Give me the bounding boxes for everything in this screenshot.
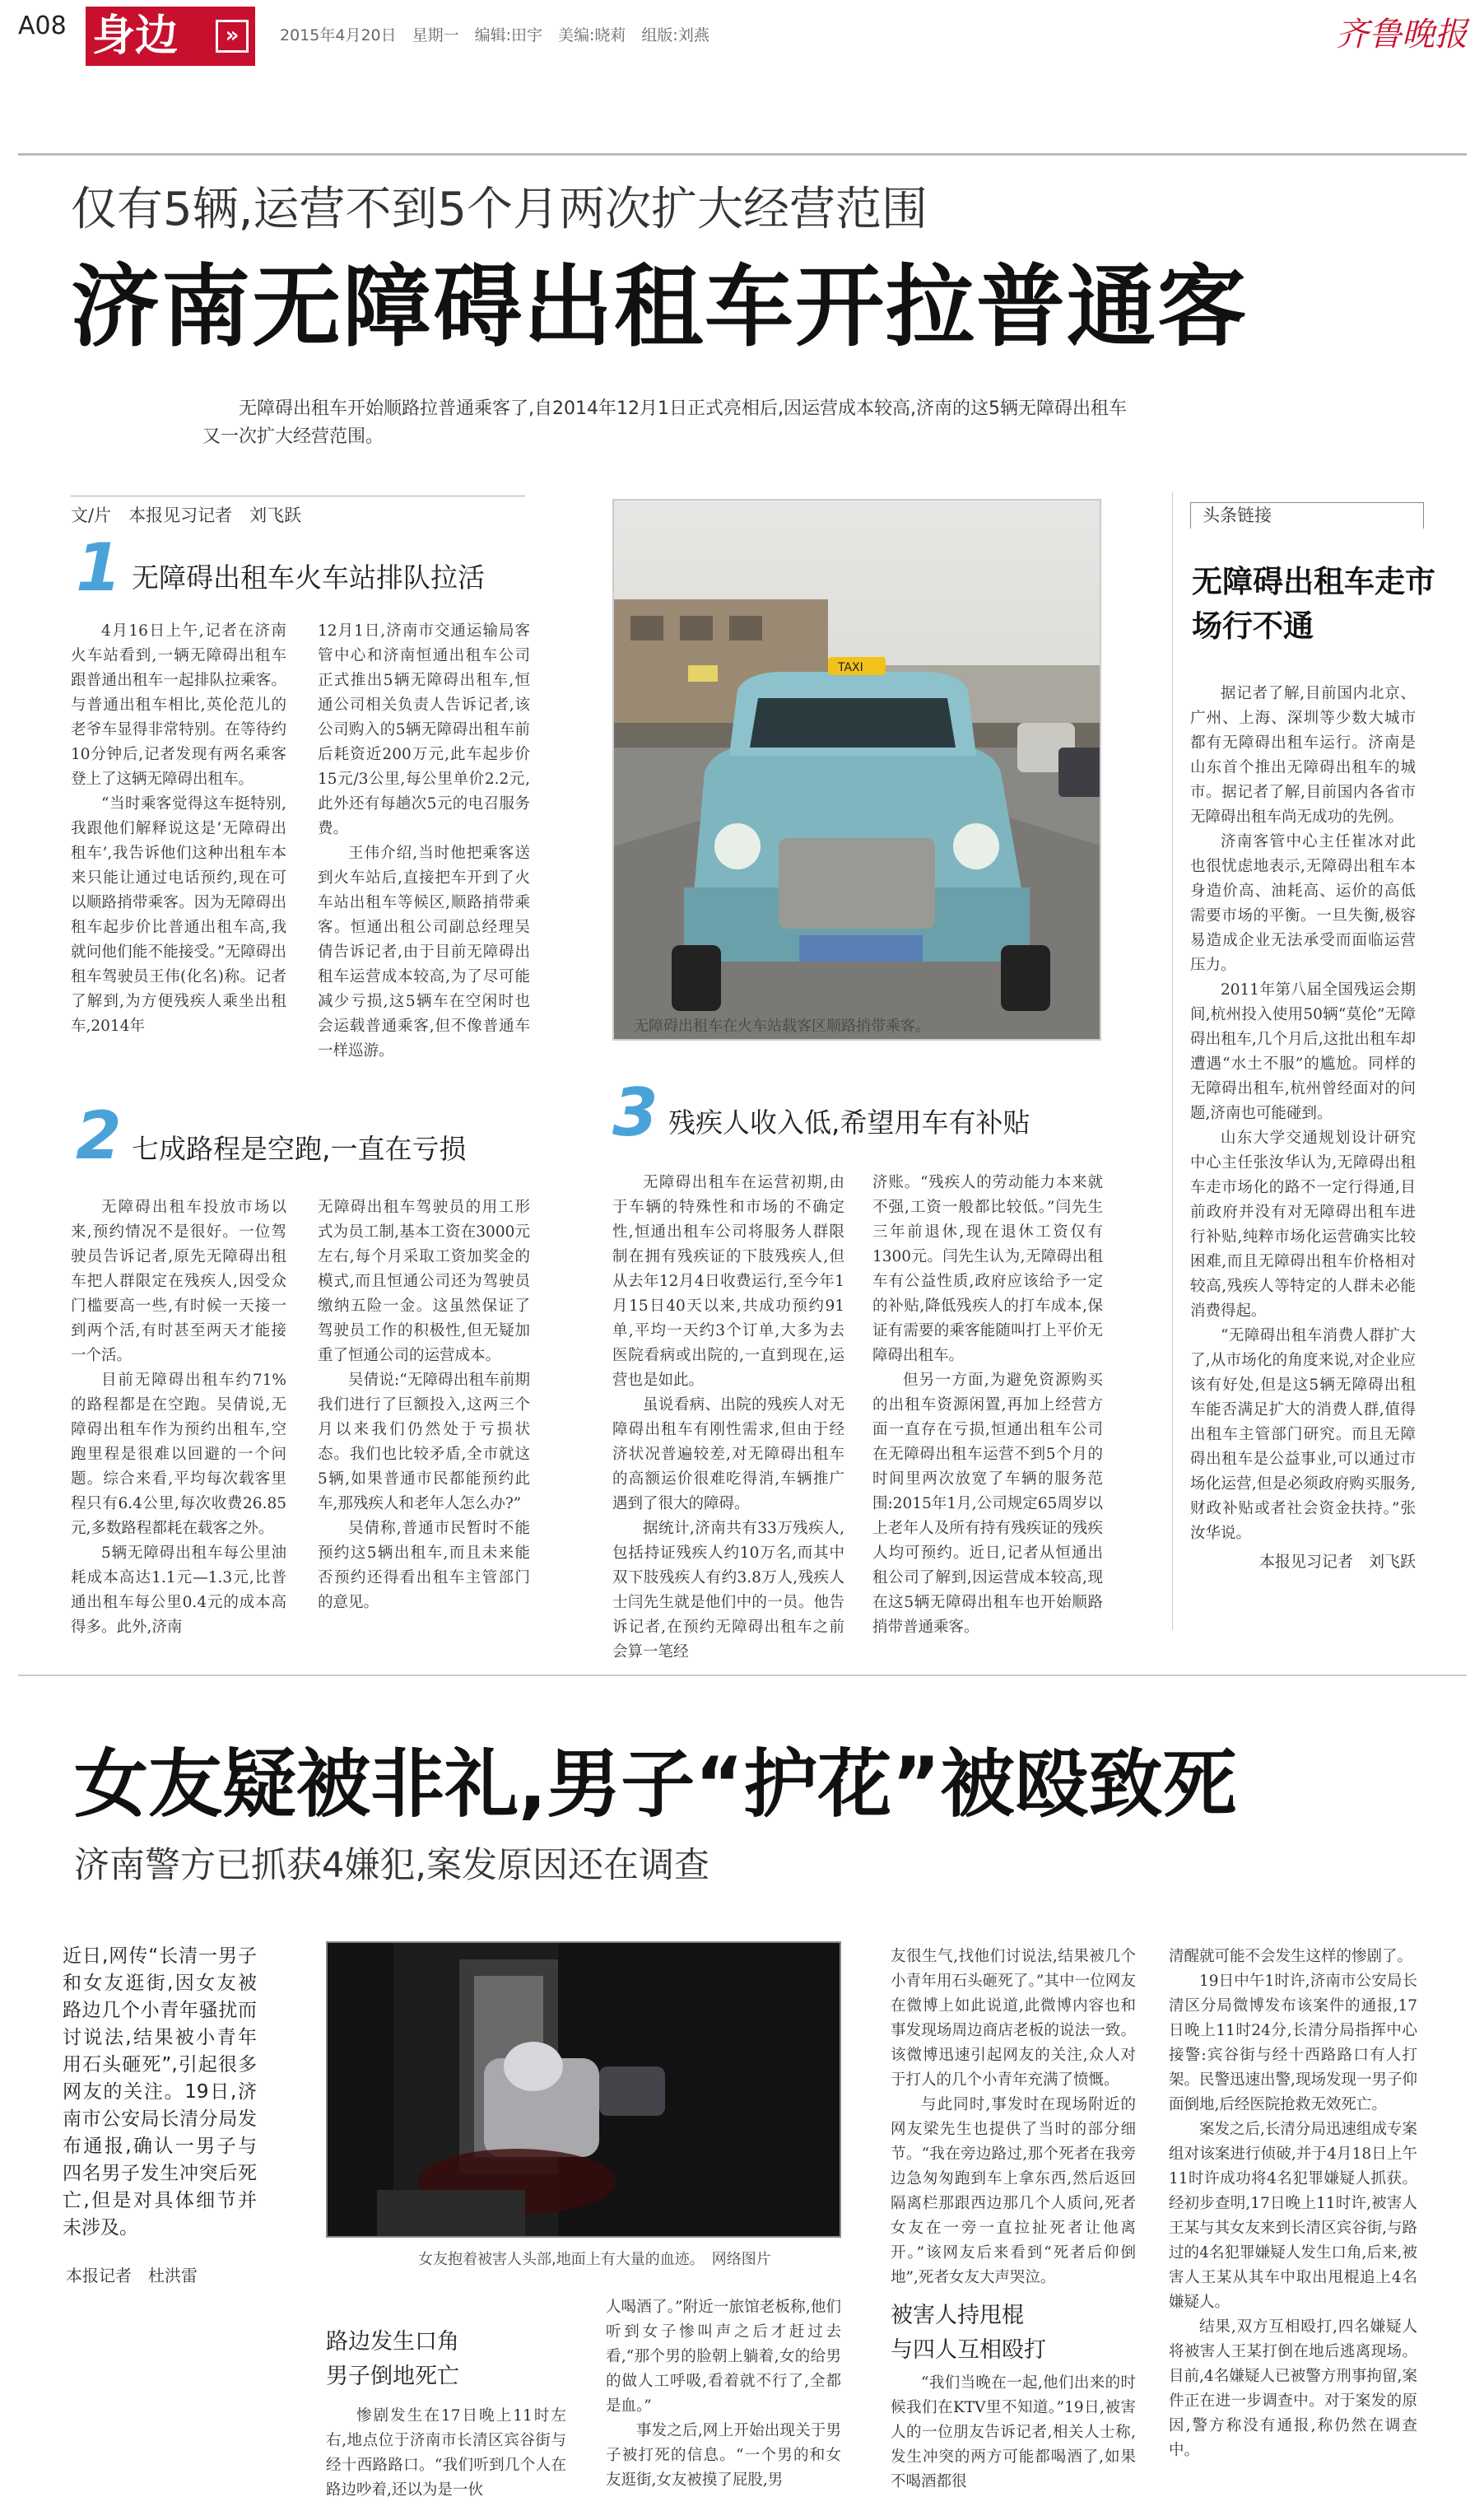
section-number: 2 [76,1097,122,1174]
incident-photo-illustration [328,1943,841,2238]
story2-subhead-1-text [326,2404,566,2503]
story2-subhead-2-text [891,2371,1136,2495]
paragraph: 4月16日上午,记者在济南火车站看到,一辆无障碍出租车跟普通出租车一起排队拉乘客。与普通出租车相比,英伦范儿的老爷车显得非常特别。在等待约10分钟后,记者发现有两名乘客登上了这辆无障碍出租车。 [71,622,286,788]
paragraph: 惨剧发生在17日晚上11时左右,地点位于济南市长清区宾谷街与经十西路路口。“我们听到几个人在路边吵着,还以为是一伙 [326,2407,566,2499]
subhead-line: 男子倒地死亡 [326,2364,459,2389]
taxi-photo-illustration [614,501,1101,1041]
sidebar-byline: 本报见习记者 刘飞跃 [1258,1553,1416,1571]
story1-kicker: 仅有5辆,运营不到5个月两次扩大经营范围 [71,183,928,236]
sidebar-body [1190,682,1416,1574]
paragraph: 虽说看病、出院的残疾人对无障碍出租车有刚性需求,但由于经济状况普遍较差,对无障碍出租车的高额运价很难吃得消,车辆推广遇到了很大的障碍。 [612,1396,844,1512]
incident-photo-caption: 女友抱着被害人头部,地面上有大量的血迹。 网络图片 [418,2251,771,2268]
chevron-right-icon: » [216,20,249,53]
paragraph: 无障碍出租车投放市场以来,预约情况不是很好。一位驾驶员告诉记者,原先无障碍出租车把人群限定在残疾人,因受众门槛要高一些,有时候一天接一到两个活,有时甚至两天才能接一个活。 [71,1199,286,1364]
paragraph: 5辆无障碍出租车每公里油耗成本高达1.1元—1.3元,比普通出租车每公里0.4元的成本高得多。此外,济南 [71,1544,286,1636]
story2-subhead-2 [891,2299,1046,2368]
paragraph: 据记者了解,目前国内北京、广州、上海、深圳等少数大城市都有无障碍出租车运行。济南是山东首个推出无障碍出租车的城市。据记者了解,目前国内各省市无障碍出租车尚无成功的先例。 [1190,685,1416,826]
paragraph: “我们当晚在一起,他们出来的时候我们在KTV里不知道。”19日,被害人的一位朋友告诉记者,相关人士称,发生冲突的两方可能都喝酒了,如果不喝酒都很 [891,2374,1136,2490]
page-number: A08 [18,12,67,40]
story2-byline: 本报记者 杜洪雷 [66,2266,198,2285]
paragraph: “无障碍出租车消费人群扩大了,从市场化的角度来说,对企业应该有好处,但是这5辆无障碍出租车能否满足扩大的消费人群,值得出租车主管部门研究。而且无障碍出租车是公益事业,可以通过市场化运营,但是必须政府购买服务,财政补贴或者社会资金扶持。”张汝华说。 [1190,1327,1416,1542]
paragraph: 吴倩称,普通市民暂时不能预约这5辆出租车,而且未来能否预约还得看出租车主管部门的意见。 [318,1520,530,1611]
masthead-rule [18,153,1467,156]
sidebar-title: 无障碍出租车走市场行不通 [1192,564,1435,644]
paragraph: 19日中午1时许,济南市公安局长清区分局微博发布该案件的通报,17日晚上11时24分,长清分局指挥中心接警:宾谷街与经十西路路口有人打架。民警迅速出警,现场发现一男子仰面倒地,后经医院抢救无效死亡。 [1169,1973,1417,2113]
paragraph: 事发之后,网上开始出现关于男子被打死的信息。“一个男的和女友逛街,女友被摸了屁股,男 [606,2422,841,2489]
paragraph: 结果,双方互相殴打,四名嫌疑人将被害人王某打倒在地后逃离现场。目前,4名嫌疑人已被警方刑事拘留,案件正在进一步调查中。对于案发的原因,警方称没有通报,称仍然在调查中。 [1169,2318,1417,2459]
paragraph: 友很生气,找他们讨说法,结果被几个小青年用石头砸死了。”其中一位网友在微博上如此说道,此微博内容也和事发现场周边商店老板的说法一致。该微博迅速引起网友的关注,众人对于打人的几个小青年充满了愤慨。 [891,1948,1136,2089]
story-divider [18,1675,1467,1676]
paragraph: 12月1日,济南市交通运输局客管中心和济南恒通出租车公司正式推出5辆无障碍出租车,恒通公司相关负责人告诉记者,该公司购入的5辆无障碍出租车前后耗资近200万元,此车起步价15元/3公里,每公里单价2.2元,此外还有每趟次5元的电召服务费。 [318,622,530,837]
paragraph: 济南客管中心主任崔冰对此也很忧虑地表示,无障碍出租车本身造价高、油耗高、运价的高低需要市场的平衡。一旦失衡,极容易造成企业无法承受而面临运营压力。 [1190,833,1416,974]
section3-column-a [612,1171,844,1665]
paragraph: 山东大学交通规划设计研究中心主任张汝华认为,无障碍出租车走市场化的路不一定行得通,目前政府并没有对无障碍出租车进行补贴,纯粹市场化运营确实比较困难,而且无障碍出租车价格相对较高,残疾人等特定的人群未必能消费得起。 [1190,1130,1416,1320]
taxi-photo-caption: 无障碍出租车在火车站载客区顺路捎带乘客。 [634,1018,930,1035]
paragraph: 无障碍出租车在运营初期,由于车辆的特殊性和市场的不确定性,恒通出租车公司将服务人群限制在拥有残疾证的下肢残疾人,但从去年12月4日收费运行,至今年1月15日40天以来,共成功预约91单,平均一天约3个订单,大多为去医院看病或出院的,一直到现在,运营也是如此。 [612,1174,844,1389]
story2-column-c [891,1945,1136,2290]
paragraph: “当时乘客觉得这车挺特别,我跟他们解释说这是‘无障碍出租车’,我告诉他们这种出租车本来只能让通过电话预约,现在可以顺路捎带乘客。因为无障碍出租车起步价比普通出租车高,我就问他们能不能接受。”无障碍出租车驾驶员王伟(化名)称。记者了解到,为方便残疾人乘坐出租车,2014年 [71,795,286,1035]
section-heading: 残疾人收入低,希望用车有补贴 [668,1106,1030,1139]
sidebar-tab: 头条链接 [1190,502,1424,529]
paragraph: 2011年第八届全国残运会期间,杭州投入使用50辆“莫伦”无障碍出租车,几个月后,这批出租车却遭遇“水土不服”的尴尬。同样的无障碍出租车,杭州曾经面对的问题,济南也可能碰到。 [1190,981,1416,1122]
story2-subhead-1 [326,2325,459,2394]
paragraph: 吴倩说:“无障碍出租车前期我们进行了巨额投入,这两三个月以来我们仍然处于亏损状态。我们也比较矛盾,全市就这5辆,如果普通市民都能预约此车,那残疾人和老年人怎么办?” [318,1372,530,1512]
section2-column-a [71,1195,286,1640]
story2-kicker: 济南警方已抓获4嫌犯,案发原因还在调查 [74,1845,710,1886]
subhead-line: 被害人持甩棍 [891,2303,1024,2328]
story2-lede: 近日,网传“长清一男子和女友逛街,因女友被路边几个小青年骚扰而讨说法,结果被小青年用石头砸死”,引起很多网友的关注。19日,济南市公安局长清分局发布通报,确认一男子与四名男子发生冲突后死亡,但是对具体细节并未涉及。 [63,1945,257,2238]
section-number: 3 [612,1074,658,1151]
story2-column-b-bottom [606,2295,841,2493]
subhead-line: 路边发生口角 [326,2329,459,2355]
story1-lede: 无障碍出租车开始顺路拉普通乘客了,自2014年12月1日正式亮相后,因运营成本较高,济南的这5辆无障碍出租车又一次扩大经营范围。 [202,398,1127,447]
paragraph: 人喝酒了。”附近一旅馆老板称,他们听到女子惨叫声之后才赶过去看,“那个男的脸朝上躺着,女的给男的做人工呼吸,看着就不行了,全都是血。” [606,2299,841,2415]
section1-column-b [318,619,530,1064]
story2-column-d [1169,1945,1417,2463]
section1-column-a [71,619,286,1039]
taxi-photo [612,499,1101,1041]
paragraph: 案发之后,长清分局迅速组成专案组对该案进行侦破,并于4月18日上午11时许成功将4名犯罪嫌疑人抓获。经初步查明,17日晚上11时许,被害人王某与其女友来到长清区宾谷街,与路过的4名犯罪嫌疑人发生口角,后来,被害人王某从其车中取出甩棍追上4名嫌疑人。 [1169,2121,1417,2311]
paragraph: 与此同时,事发时在现场附近的网友梁先生也提供了当时的部分细节。“我在旁边路过,那个死者在我旁边急匆匆跑到车上拿东西,然后返回隔离栏那跟西边那几个人质问,死者女友在一旁一直拉扯死者让他离开。”该网友后来看到“死者后仰倒地”,死者女友大声哭泣。 [891,2096,1136,2286]
paragraph: 但另一方面,为避免资源购买的出租车资源闲置,再加上经营方面一直存在亏损,恒通出租车公司在无障碍出租车运营不到5个月的时间里两次放宽了车辆的服务范围:2015年1月,公司规定65周岁以上老年人及所有持有残疾证的残疾人均可预约。近日,记者从恒通出租公司了解到,因运营成本较高,现在这5辆无障碍出租车也开始顺路捎带普通乘客。 [872,1372,1103,1636]
subhead-line: 与四人互相殴打 [891,2337,1046,2363]
paragraph: 济账。“残疾人的劳动能力本来就不强,工资一般都比较低。”闫先生三年前退休,现在退休工资仅有1300元。闫先生认为,无障碍出租车有公益性质,政府应该给予一定的补贴,降低残疾人的打车成本,保证有需要的乘客能随叫打上平价无障碍出租车。 [872,1174,1103,1364]
story1-title: 济南无障碍出租车开拉普通客 [71,256,1249,359]
paragraph: 无障碍出租车驾驶员的用工形式为员工制,基本工资在3000元左右,每个月采取工资加奖金的模式,而且恒通公司还为驾驶员缴纳五险一金。这虽然保证了驾驶员工作的积极性,但无疑加重了恒通公司的运营成本。 [318,1199,530,1364]
section-number: 1 [76,529,122,606]
section-tag [86,7,255,66]
section-label: 身边 [92,12,179,61]
paper-logo: 齐鲁晚报 [1336,16,1468,54]
incident-photo [326,1941,841,2238]
section2-column-b [318,1195,530,1615]
paragraph: 目前无障碍出租车约71%的路程都是在空跑。吴倩说,无障碍出租车作为预约出租车,空跑里程是很难以回避的一个问题。综合来看,平均每次载客里程只有6.4公里,每次收费26.85元,多数路程都耗在载客之外。 [71,1372,286,1537]
issue-line: 2015年4月20日 星期一 编辑:田宇 美编:晓莉 组版:刘燕 [280,26,709,44]
paragraph: 清醒就可能不会发生这样的惨剧了。 [1169,1948,1413,1965]
section-heading: 无障碍出租车火车站排队拉活 [132,561,485,594]
paragraph: 王伟介绍,当时他把乘客送到火车站后,直接把车开到了火车站出租车等候区,顺路捎带乘客。恒通出租公司副总经理吴倩告诉记者,由于目前无障碍出租车运营成本较高,为了尽可能减少亏损,这5辆车在空闲时也会运载普通乘客,但不像普通车一样巡游。 [318,845,530,1060]
svg-text:TAXI: TAXI [838,661,863,674]
section-heading: 七成路程是空跑,一直在亏损 [132,1133,467,1165]
paragraph: 据统计,济南共有33万残疾人,包括持证残疾人约10万名,而其中双下肢残疾人有约3.8万人,残疾人士闫先生就是他们中的一员。他告诉记者,在预约无障碍出租车之前会算一笔经 [612,1520,844,1661]
story1-byline: 文/片 本报见习记者 刘飞跃 [71,505,302,525]
section3-column-b [872,1171,1103,1640]
story2-title: 女友疑被非礼,男子“护花”被殴致死 [74,1741,1237,1828]
